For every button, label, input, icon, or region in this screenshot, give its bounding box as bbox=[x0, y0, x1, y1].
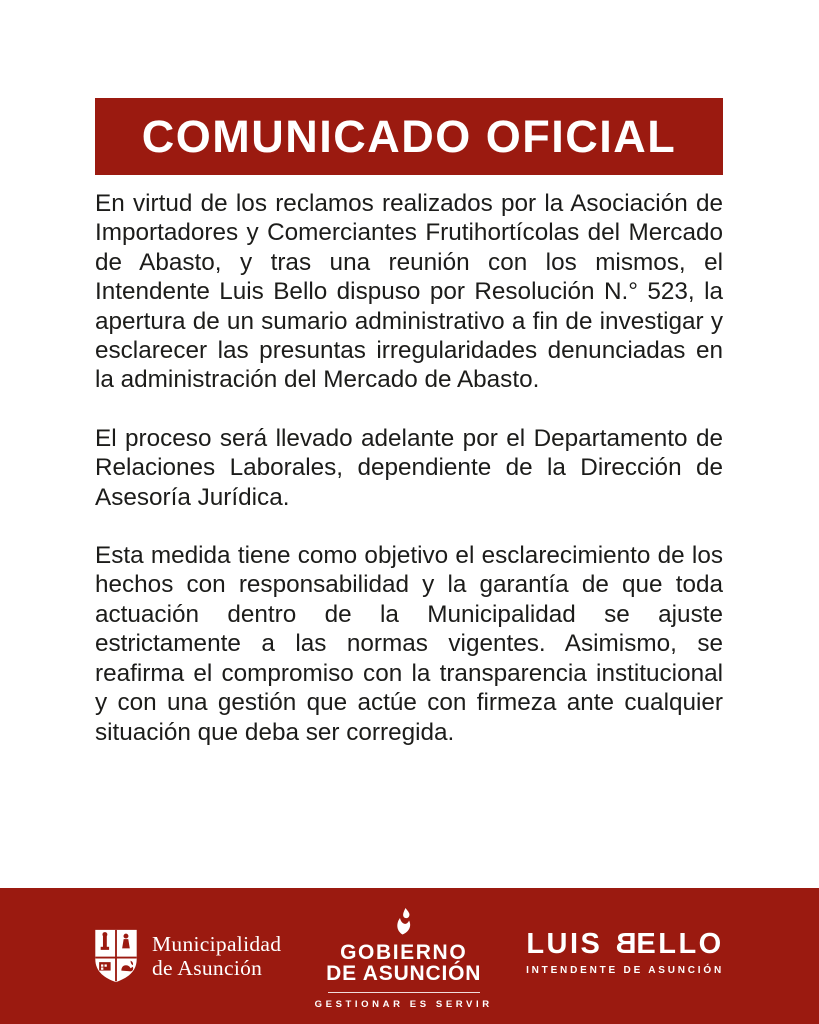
page-title: COMUNICADO OFICIAL bbox=[141, 110, 677, 162]
municipality-name-line2: de Asunción bbox=[152, 956, 263, 980]
paragraph-2: El proceso será llevado adelante por el Departamento de Relaciones Laborales, dependiente de la Dirección de Asesoría Jurídica. bbox=[95, 424, 723, 511]
government-divider bbox=[328, 992, 480, 993]
government-name-line2: DE ASUNCIÓN bbox=[326, 961, 482, 985]
government-logo bbox=[315, 908, 493, 1010]
mayor-name-stylized-b: B bbox=[612, 928, 637, 960]
municipality-logo bbox=[93, 928, 281, 984]
banner bbox=[95, 98, 723, 175]
paragraph-3: Esta medida tiene como objetivo el esclarecimiento de los hechos con responsabilidad y la garantía de que toda actuación dentro de la Municipalidad se ajuste estrictamente a las normas vigentes. Asimismo, se reafirma el compromiso con la transparencia institucional y con una gestión que actúe con firmeza ante cualquier situación que deba ser corregida. bbox=[95, 542, 723, 746]
mayor-logo bbox=[526, 930, 724, 976]
municipality-shield-icon bbox=[93, 928, 139, 984]
flame-icon bbox=[391, 908, 416, 938]
mayor-name bbox=[526, 930, 723, 959]
body-text bbox=[95, 189, 723, 747]
government-slogan: GESTIONAR ES SERVIR bbox=[314, 999, 493, 1011]
mayor-title: INTENDENTE DE ASUNCIÓN bbox=[526, 965, 724, 976]
footer bbox=[0, 888, 819, 1024]
mayor-name-first: LUIS bbox=[526, 928, 613, 960]
municipality-name bbox=[152, 932, 281, 980]
paragraph-1: En virtud de los reclamos realizados por la Asociación de Importadores y Comerciantes Frutihortícolas del Mercado de Abasto, y tras una reunión con los mismos, el Intendente Luis Bello dispuso por Resolución N.° 523, la apertura de un sumario administrativo a fin de investigar y esclarecer las presuntas irregularidades denunciadas en la administración del Mercado de Abasto. bbox=[95, 190, 723, 394]
government-name-line1: GOBIERNO bbox=[340, 940, 468, 964]
municipality-name-line1: Municipalidad bbox=[152, 931, 282, 956]
mayor-name-rest: ELLO bbox=[636, 928, 724, 960]
